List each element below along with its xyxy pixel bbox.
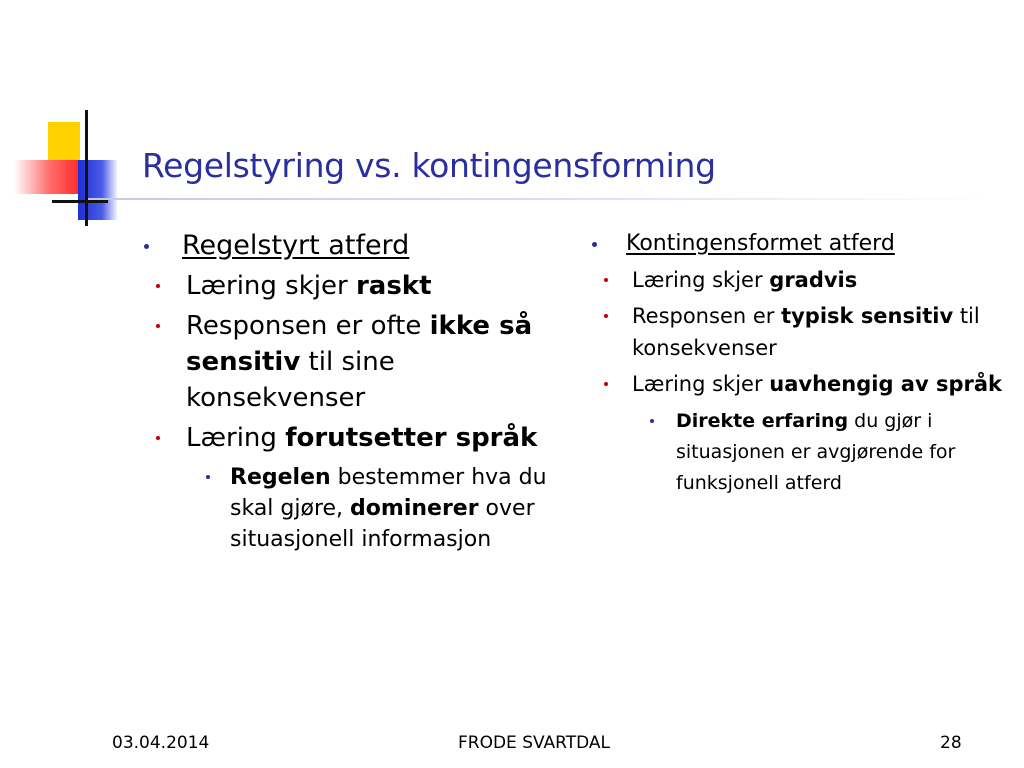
left-item-text: til sine konsekvenser <box>186 347 395 413</box>
right-heading: Kontingensformet atferd <box>626 231 895 256</box>
right-item-text: til konsekvenser <box>632 304 980 360</box>
left-item-text: Responsen er ofte <box>186 311 430 341</box>
right-item <box>586 368 1006 499</box>
right-subitem-bold: Direkte erfaring <box>676 410 849 432</box>
bullet-icon <box>604 278 608 282</box>
left-item <box>140 420 550 555</box>
bullet-icon <box>650 419 654 423</box>
right-item <box>586 264 1006 296</box>
logo-red-bar <box>14 160 80 194</box>
bullet-icon <box>156 436 160 440</box>
left-heading: Regelstyrt atferd <box>182 230 410 261</box>
right-item-bold: gradvis <box>769 268 858 292</box>
left-subitem-text: over situasjonell informasjon <box>230 496 535 552</box>
logo-horizontal-line <box>52 200 108 203</box>
bullet-icon <box>604 314 608 318</box>
bullet-icon <box>604 382 608 386</box>
right-column <box>586 230 1006 499</box>
logo-blue-square <box>78 160 118 220</box>
right-item-text: Responsen er <box>632 304 782 328</box>
right-subitem-text: du gjør i situasjonen er avgjørende for funksjonell atferd <box>676 410 956 494</box>
left-item-bold: raskt <box>355 271 432 301</box>
left-subitem-text: bestemmer hva du skal gjøre, <box>230 465 547 521</box>
bullet-icon <box>592 242 597 247</box>
left-item <box>140 268 550 304</box>
left-subitem-bold: Regelen <box>230 465 331 490</box>
right-heading-item <box>586 230 1006 499</box>
footer-date: 03.04.2014 <box>112 733 210 753</box>
left-column <box>140 230 550 555</box>
footer-page-number: 28 <box>940 733 962 753</box>
left-item <box>140 308 550 416</box>
bullet-icon <box>144 244 149 249</box>
logo-yellow-square <box>48 122 80 162</box>
left-item-text: Læring skjer <box>186 271 356 301</box>
title-rule <box>88 198 988 200</box>
footer-author: FRODE SVARTDAL <box>458 733 611 753</box>
logo-vertical-line <box>85 110 88 226</box>
right-subitem <box>632 406 1006 499</box>
left-subitem <box>186 462 550 555</box>
right-item-text: Læring skjer <box>632 372 770 396</box>
left-item-text: Læring <box>186 423 286 453</box>
slide-title: Regelstyring vs. kontingensforming <box>142 146 716 185</box>
left-heading-item <box>140 230 550 555</box>
bullet-icon <box>156 284 160 288</box>
right-item-text: Læring skjer <box>632 268 770 292</box>
right-item <box>586 300 1006 364</box>
left-item-bold: forutsetter språk <box>285 423 538 453</box>
right-item-bold: uavhengig av språk <box>769 372 1003 396</box>
left-item-bold: ikke så sensitiv <box>186 311 533 377</box>
bullet-icon <box>156 324 160 328</box>
left-subitem-bold: dominerer <box>350 496 479 521</box>
right-item-bold: typisk sensitiv <box>781 304 954 328</box>
bullet-icon <box>206 475 210 479</box>
